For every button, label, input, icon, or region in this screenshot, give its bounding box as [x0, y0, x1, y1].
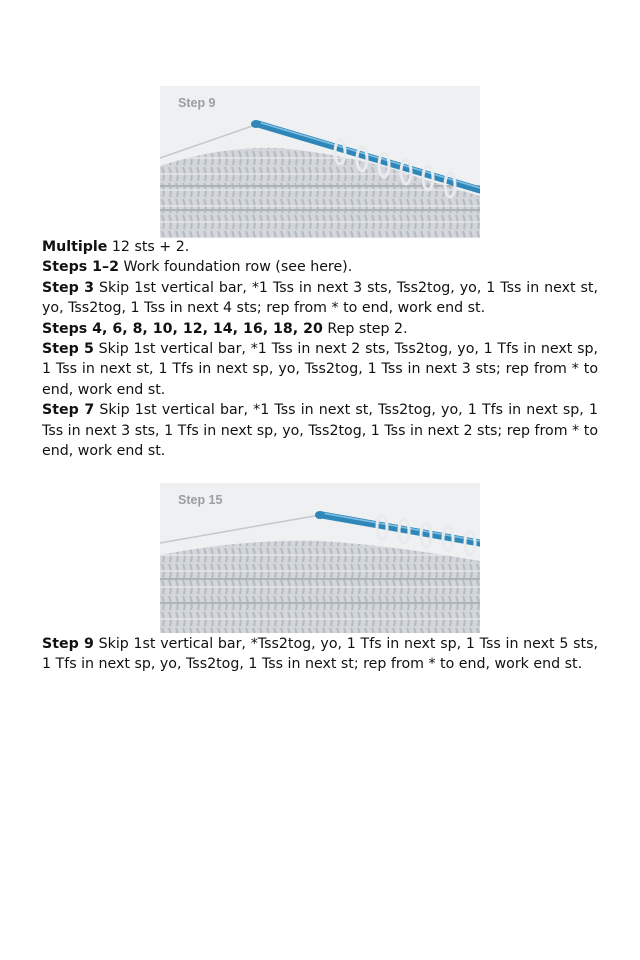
instruction-key: Step 7	[42, 402, 95, 419]
instruction-step-3	[42, 278, 598, 319]
instruction-text: Rep step 2.	[322, 320, 408, 337]
instruction-step-7	[42, 400, 598, 461]
instruction-text: Skip 1st vertical bar, *1 Tss in next st, Tss2tog, yo, 1 Tfs in next sp, 1 Tss in next 3 sts, 1 Tfs in next sp, yo, Tss2tog, 1 Tss in next 2 sts; rep from * to end, work end st.	[42, 402, 598, 460]
pattern-instructions	[42, 237, 598, 461]
instruction-text: 12 sts + 2.	[107, 239, 190, 255]
step-15-photo	[160, 483, 480, 633]
instruction-text: Skip 1st vertical bar, *1 Tss in next 2 sts, Tss2tog, yo, 1 Tfs in next sp, 1 Tss in next st, 1 Tfs in next sp, yo, Tss2tog, 1 Tss in next 3 sts; rep from * to end, work end st.	[42, 341, 599, 398]
instruction-key: Multiple	[42, 239, 108, 255]
instruction-key: Step 3	[42, 279, 95, 296]
instruction-step-9	[42, 634, 598, 675]
instruction-step-5	[42, 339, 598, 400]
instruction-key: Step 5	[42, 341, 94, 358]
instruction-steps-1-2	[42, 257, 598, 277]
instruction-text: Work foundation row (see here).	[119, 259, 353, 276]
photo-label: Step 9	[178, 96, 216, 110]
pattern-instructions-continued	[42, 634, 598, 675]
instruction-even-steps	[42, 319, 598, 339]
photo-label: Step 15	[178, 493, 223, 507]
instruction-key: Steps 4, 6, 8, 10, 12, 14, 16, 18, 20	[42, 320, 323, 337]
instruction-multiple	[42, 237, 598, 257]
instruction-key: Steps 1–2	[42, 259, 119, 276]
instruction-key: Step 9	[42, 636, 94, 652]
step-9-photo	[160, 86, 480, 238]
instruction-text: Skip 1st vertical bar, *Tss2tog, yo, 1 Tfs in next sp, 1 Tss in next 5 sts, 1 Tfs in next sp, yo, Tss2tog, 1 Tss in next st; rep from * to end, work end st.	[42, 636, 599, 673]
instruction-text: Skip 1st vertical bar, *1 Tss in next 3 sts, Tss2tog, yo, 1 Tss in next st, yo, Tss2tog, 1 Tss in next 4 sts; rep from * to end, work end st.	[42, 279, 598, 317]
